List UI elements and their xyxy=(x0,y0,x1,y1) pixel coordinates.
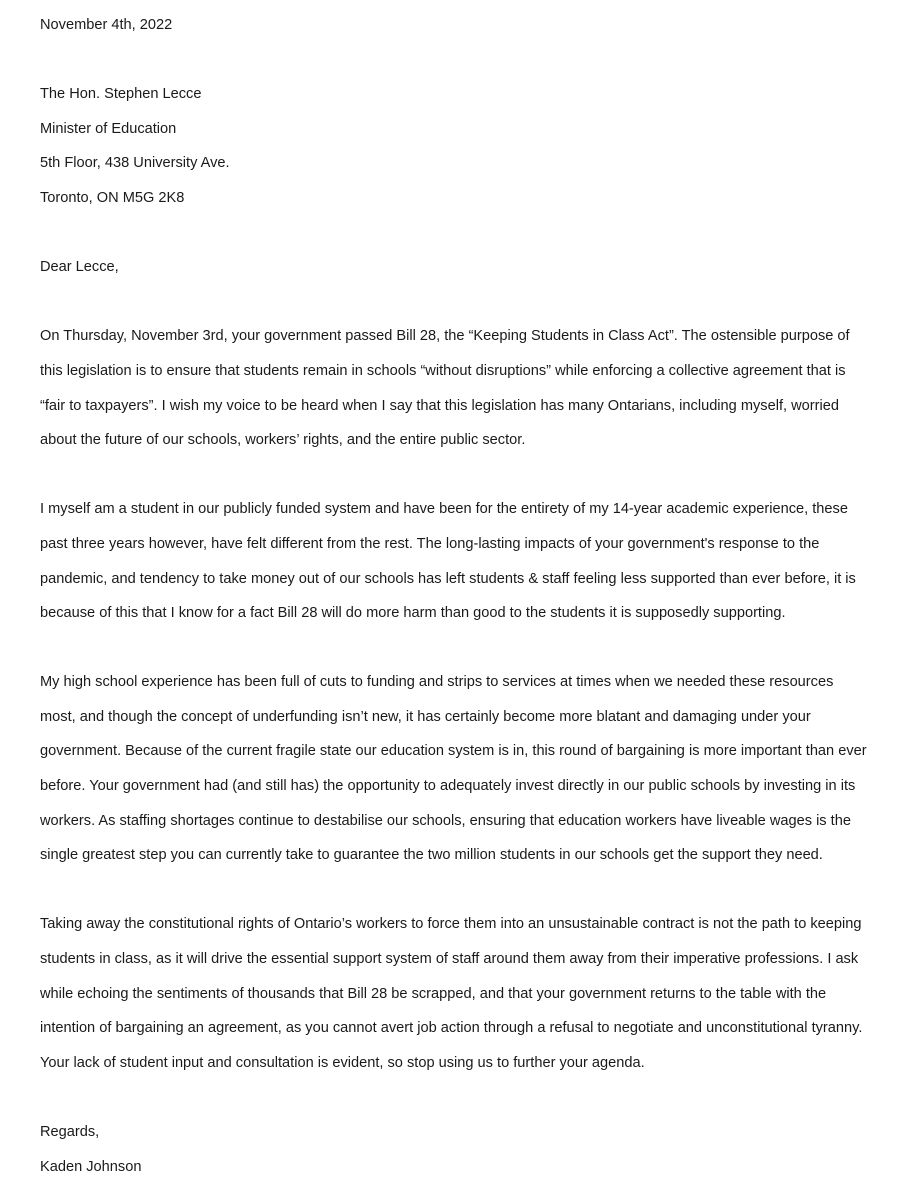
recipient-name: The Hon. Stephen Lecce xyxy=(40,86,202,103)
paragraph-line: workers. As staffing shortages continue to destabilise our schools, ensuring that education workers have liveable wages is the xyxy=(40,812,851,829)
spacer xyxy=(40,222,896,257)
paragraph-line: past three years however, have felt different from the rest. The long-lasting impacts of your government's response to the xyxy=(40,535,820,552)
spacer xyxy=(40,1086,896,1121)
closing: Regards, xyxy=(40,1124,100,1140)
paragraph-line: most, and though the concept of underfunding isn’t new, it has certainly become more blatant and damaging under your xyxy=(40,708,811,725)
paragraph-line: My high school experience has been full of cuts to funding and strips to services at times when we needed these resources xyxy=(40,674,834,691)
spacer xyxy=(40,637,896,672)
paragraph-line: single greatest step you can currently take to guarantee the two million students in our schools get the support they need. xyxy=(40,847,823,864)
letter xyxy=(40,14,896,1190)
paragraph-line: “fair to taxpayers”. I wish my voice to be heard when I say that this legislation has many Ontarians, including myself, worried xyxy=(40,397,839,414)
recipient-address-line1: 5th Floor, 438 University Ave. xyxy=(40,155,230,172)
paragraph-line: while echoing the sentiments of thousands that Bill 28 be scrapped, and that your government returns to the table with the xyxy=(40,985,827,1002)
paragraph-line: Your lack of student input and consultation is evident, so stop using us to further your agenda. xyxy=(40,1054,645,1071)
paragraph-line: government. Because of the current fragile state our education system is in, this round of bargaining is more important than ever xyxy=(40,743,867,760)
recipient-address-line2: Toronto, ON M5G 2K8 xyxy=(40,189,185,206)
paragraph-line: pandemic, and tendency to take money out of our schools has left students & staff feeling less supported than ever before, it is xyxy=(40,570,856,587)
paragraph-line: I myself am a student in our publicly funded system and have been for the entirety of my 14-year academic experience, these xyxy=(40,501,848,518)
paragraph-line: Taking away the constitutional rights of Ontario’s workers to force them into an unsustainable contract is not the path to keeping xyxy=(40,916,862,933)
paragraph-line: because of this that I know for a fact Bill 28 will do more harm than good to the students it is supposedly supporting. xyxy=(40,605,786,622)
salutation: Dear Lecce, xyxy=(40,259,119,276)
paragraph-line: before. Your government had (and still has) the opportunity to adequately invest directly in our public schools by investing in its xyxy=(40,778,856,795)
recipient-title: Minister of Education xyxy=(40,120,177,137)
spacer xyxy=(40,879,896,914)
paragraph-line: this legislation is to ensure that students remain in schools “without disruptions” while enforcing a collective agreement that is xyxy=(40,362,846,379)
body-paragraph-4 xyxy=(40,913,896,1086)
paragraph-line: On Thursday, November 3rd, your government passed Bill 28, the “Keeping Students in Class Act”. The ostensible purpose of xyxy=(40,328,850,345)
signature-name: Kaden Johnson xyxy=(40,1158,142,1175)
spacer xyxy=(40,49,896,84)
paragraph-line: intention of bargaining an agreement, as you cannot avert job action through a refusal to negotiate and unconstitutional tyranny. xyxy=(40,1020,863,1037)
spacer xyxy=(40,291,896,326)
body-paragraph-1 xyxy=(40,325,896,463)
paragraph-line: about the future of our schools, workers’ rights, and the entire public sector. xyxy=(40,432,526,449)
letter-date: November 4th, 2022 xyxy=(40,17,173,33)
recipient-block xyxy=(40,83,896,221)
paragraph-line: students in class, as it will drive the essential support system of staff around them away from their imperative professions. I ask xyxy=(40,951,859,968)
body-paragraph-3 xyxy=(40,671,896,879)
spacer xyxy=(40,464,896,499)
body-paragraph-2 xyxy=(40,498,896,636)
